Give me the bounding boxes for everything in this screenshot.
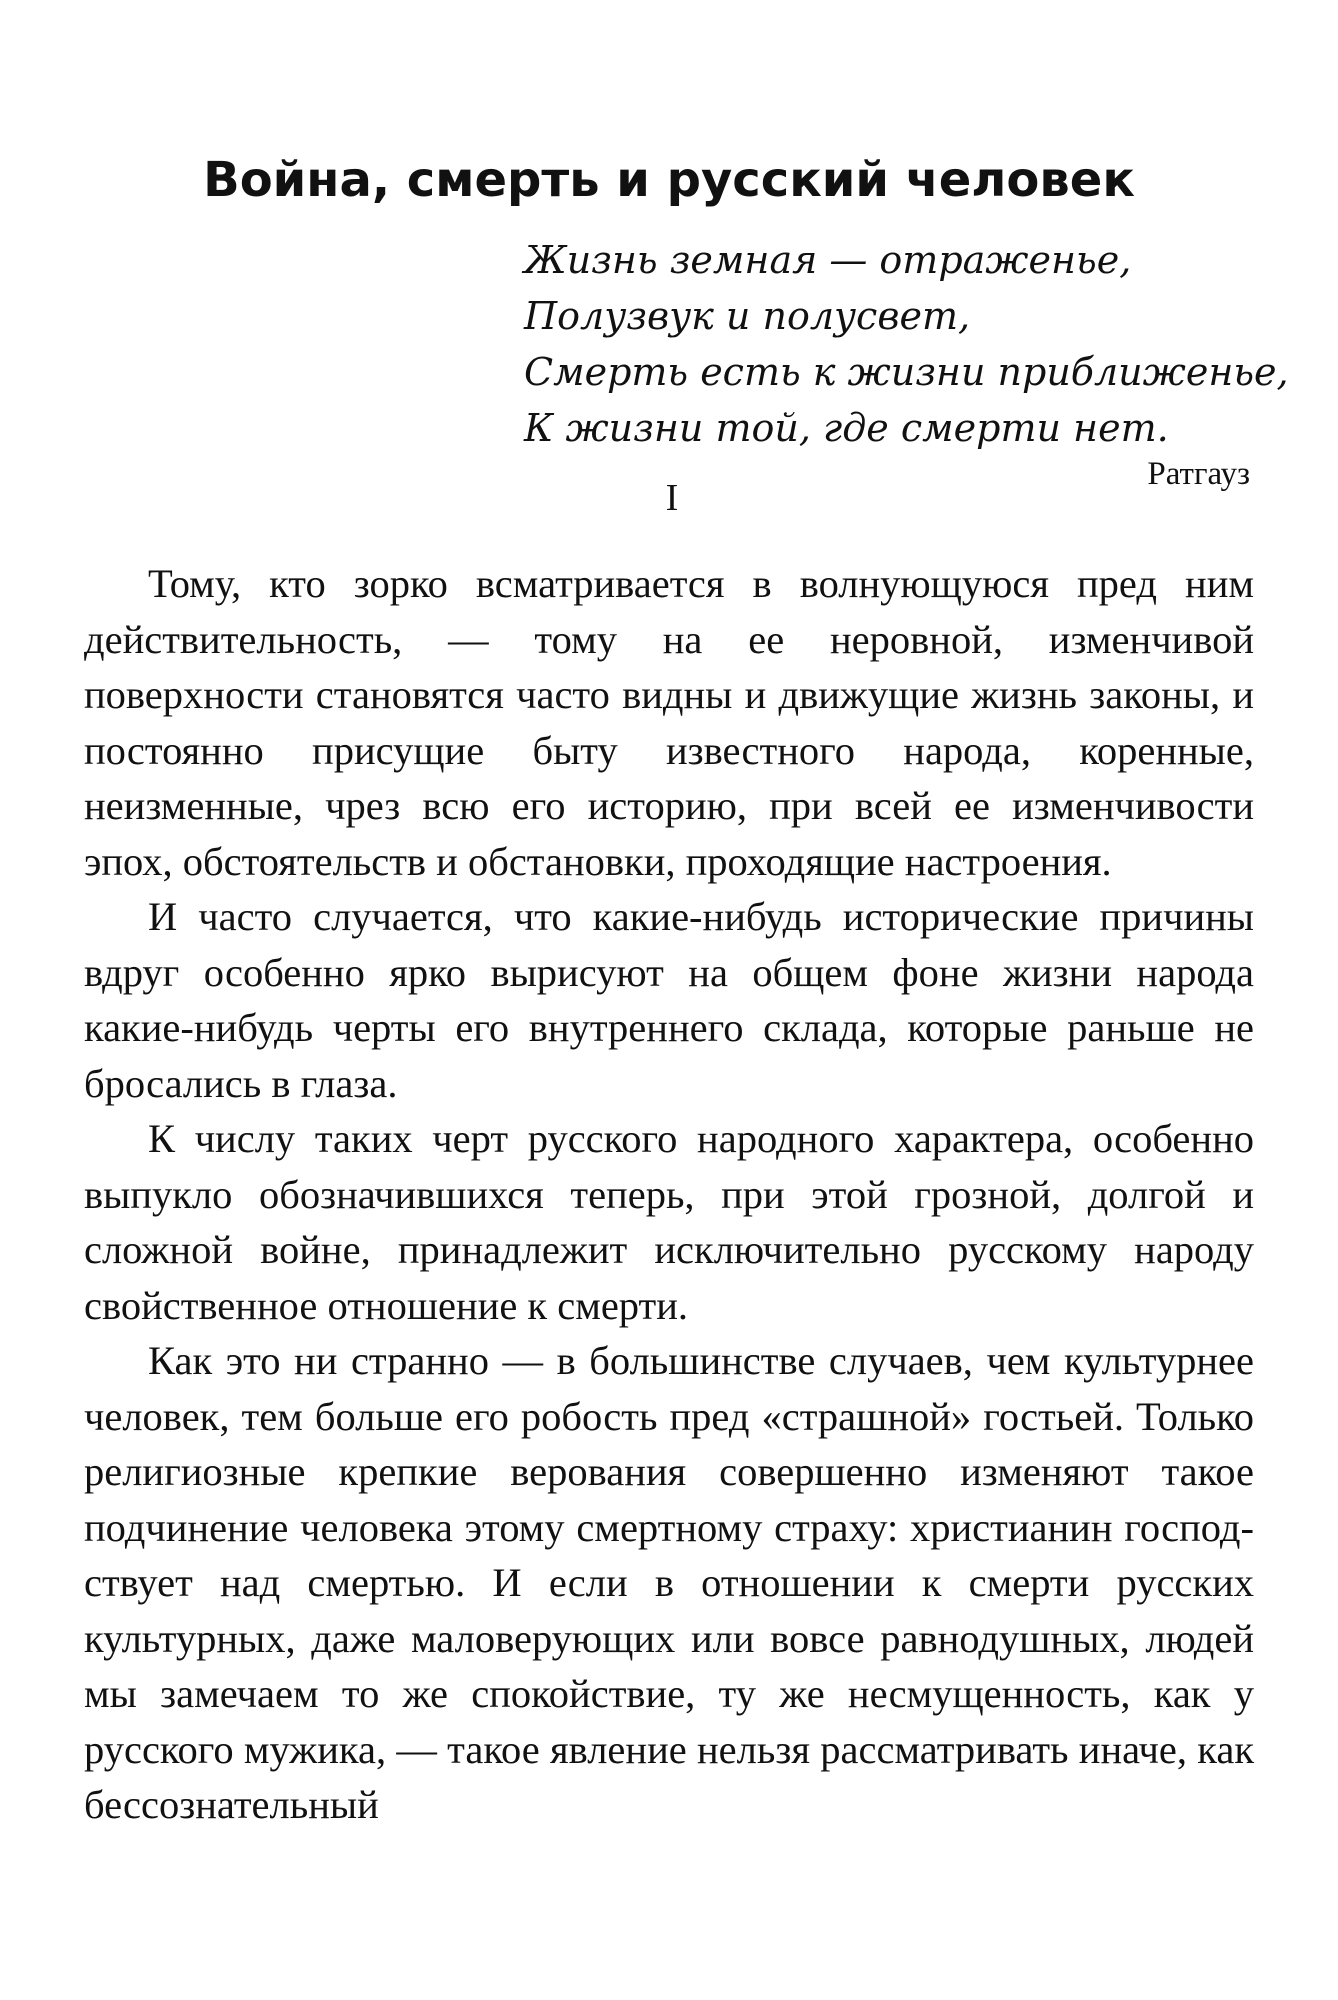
epigraph-line: К жизни той, где смерти нет.	[524, 406, 1169, 450]
page	[84, 150, 1289, 1833]
section-number: I	[665, 477, 679, 519]
paragraph: И часто случается, что какие-нибудь исторические причины вдруг особенно ярко вырисуют на общем фоне жизни народа какие-нибудь черты его внутреннего склада, которые раньше не бросались в глаза.	[84, 894, 1254, 1106]
epigraph-line: Жизнь земная — отраженье,	[524, 238, 1132, 282]
paragraph: К числу таких черт русского народного характера, особенно выпукло обозначившихся теперь, при этой грозной, долгой и сложной войне, принадлежит исключительно русскому народу свойственное отношение к смерти.	[84, 1116, 1254, 1328]
chapter-title: Война, смерть и русский человек	[203, 152, 1135, 208]
epigraph-line: Полузвук и полусвет,	[524, 294, 971, 338]
epigraph-author: Ратгауз	[1147, 456, 1250, 492]
paragraph: Как это ни странно — в большинстве случаев, чем культурнее человек, тем больше его робость пред «страшной» гостьей. Только религиозные крепкие верования совершенно изменяют такое подчинение человека этому смертному страху: христианин господствует над смертью. И если в отношении к смерти русских культурных, даже маловерующих или вовсе равнодушных, людей мы замечаем то же спокойствие, ту же несмущенность, как у русского мужика, — такое явление нельзя рассматривать иначе, как бессознательный	[84, 1338, 1254, 1827]
body-text	[84, 556, 1254, 1833]
epigraph	[524, 232, 1289, 456]
paragraph: Тому, кто зорко всматривается в волнующуюся пред ним действительность, — тому на ее неровной, изменчивой поверхности становятся часто видны и движущие жизнь законы, и постоянно присущие быту известного народа, коренные, неизменные, чрез всю его историю, при всей ее изменчивости эпох, обстоятельств и обстановки, проходящие настроения.	[84, 561, 1254, 884]
epigraph-line: Смерть есть к жизни приближенье,	[524, 350, 1289, 394]
